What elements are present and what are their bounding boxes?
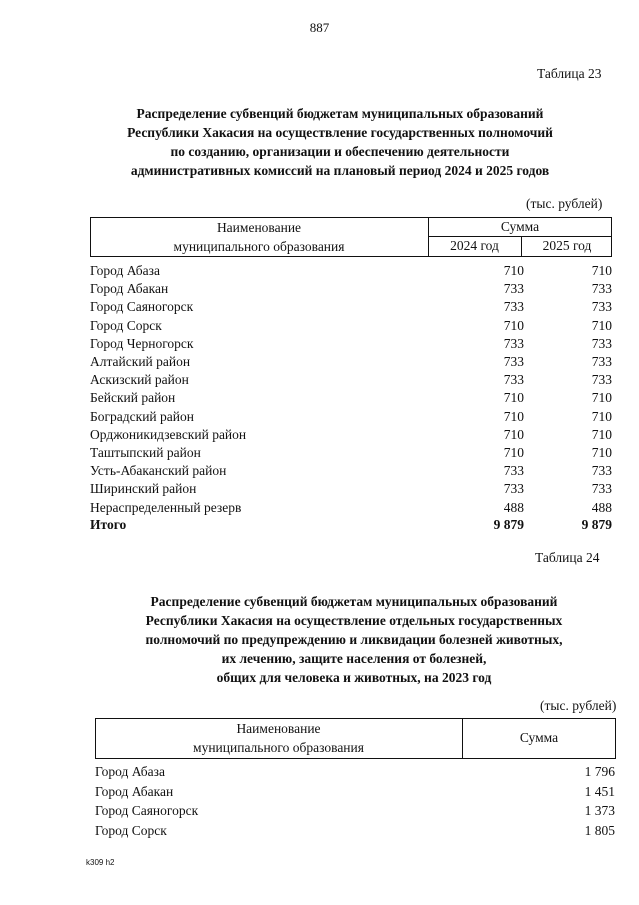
table-23-total-row (90, 516, 612, 534)
row-name: Нераспределенный резерв (90, 499, 242, 515)
table-24-title-line: Республики Хакасия на осуществление отдельных государственных (145, 613, 563, 628)
row-value: 1 373 (584, 803, 615, 818)
row-name: Город Абакан (95, 783, 174, 799)
row-name: Город Сорск (95, 822, 167, 838)
table-23-units: (тыс. рублей) (526, 196, 603, 211)
total-label: Итого (90, 517, 127, 532)
table-row (90, 353, 612, 371)
header-name-line1: Наименование (236, 721, 321, 736)
table-24-title-line: Распределение субвенций бюджетам муниципальных образований (150, 594, 558, 609)
table-row (95, 802, 616, 820)
table-24-title (74, 592, 634, 687)
row-name: Город Саяногорск (90, 299, 194, 315)
row-name: Аскизский район (90, 372, 189, 388)
table-24-title-line: общих для человека и животных, на 2023 год (216, 670, 492, 685)
row-2025: 710 (591, 445, 612, 460)
row-value: 1 796 (584, 764, 615, 779)
row-name: Город Саяногорск (95, 803, 199, 818)
row-value: 1 805 (584, 822, 615, 838)
row-2024: 710 (503, 263, 524, 278)
table-row (90, 371, 612, 389)
header-name-line2: муниципального образования (193, 740, 364, 755)
row-2024: 733 (503, 463, 524, 479)
header-sum: Сумма (500, 219, 540, 234)
row-2025: 733 (591, 463, 612, 479)
table-row (90, 335, 612, 353)
table-row (90, 317, 612, 335)
row-name: Боградский район (90, 408, 194, 424)
table-row (90, 280, 612, 298)
table-row (95, 783, 616, 801)
row-name: Город Абаза (90, 263, 160, 278)
row-2024: 733 (503, 299, 524, 315)
row-name: Таштыпский район (90, 445, 201, 460)
header-name-line1: Наименование (216, 220, 302, 235)
row-2025: 710 (591, 390, 612, 406)
row-value: 1 451 (584, 783, 615, 799)
row-2025: 710 (591, 317, 612, 333)
header-year-2024: 2024 год (450, 238, 499, 253)
row-2024: 733 (503, 372, 524, 388)
row-2024: 733 (503, 481, 524, 497)
row-name: Усть-Абаканский район (90, 463, 227, 479)
row-name: Город Сорск (90, 317, 162, 333)
table-24-units: (тыс. рублей) (540, 698, 617, 713)
row-2025: 710 (591, 408, 612, 424)
table-23-label: Таблица 23 (537, 66, 602, 81)
table-23-title-line: Распределение субвенций бюджетам муниципальных образований (136, 106, 544, 121)
table-23-title-line: административных комиссий на плановый период 2024 и 2025 годов (130, 163, 550, 178)
row-2024: 488 (503, 499, 524, 515)
table-row (90, 262, 612, 280)
page-number: 887 (309, 20, 330, 35)
table-23-title-line: Республики Хакасия на осуществление государственных полномочий (127, 125, 553, 140)
row-2024: 733 (503, 335, 524, 351)
row-name: Алтайский район (90, 354, 191, 369)
row-2024: 710 (503, 390, 524, 406)
table-row (90, 499, 612, 517)
row-2025: 733 (591, 354, 612, 369)
header-divider (428, 236, 612, 237)
table-row (90, 408, 612, 426)
table-row (95, 822, 616, 840)
table-23-title (60, 104, 620, 180)
row-name: Город Черногорск (90, 335, 194, 351)
table-24-title-line: полномочий по предупреждению и ликвидации болезней животных, (145, 632, 563, 647)
row-2024: 710 (503, 445, 524, 460)
row-2024: 710 (503, 426, 524, 442)
table-row (90, 462, 612, 480)
header-year-2025: 2025 год (542, 238, 592, 253)
row-2024: 710 (503, 408, 524, 424)
footer-code: k309 h2 (86, 858, 115, 867)
header-sum: Сумма (519, 730, 559, 745)
table-23-title-line: по созданию, организации и обеспечению деятельности (170, 144, 510, 159)
table-24-label: Таблица 24 (535, 550, 600, 565)
table-row (95, 763, 616, 781)
row-2024: 733 (503, 354, 524, 369)
row-2025: 710 (591, 263, 612, 278)
row-2024: 710 (503, 317, 524, 333)
row-2025: 710 (591, 426, 612, 442)
row-name: Орджоникидзевский район (90, 426, 247, 442)
row-name: Бейский район (90, 390, 176, 406)
row-2025: 733 (591, 372, 612, 388)
total-2025: 9 879 (581, 517, 612, 532)
table-row (90, 444, 612, 462)
row-2025: 733 (591, 335, 612, 351)
header-name-line2: муниципального образования (173, 239, 345, 254)
row-2025: 733 (591, 481, 612, 497)
table-row (90, 389, 612, 407)
row-2025: 733 (591, 281, 612, 297)
row-2025: 488 (591, 499, 612, 515)
row-2024: 733 (503, 281, 524, 297)
row-2025: 733 (591, 299, 612, 315)
row-name: Город Абакан (90, 281, 169, 297)
table-24-title-line: их лечению, защите населения от болезней, (221, 651, 487, 666)
table-row (90, 298, 612, 316)
row-name: Ширинский район (90, 481, 197, 497)
table-row (90, 426, 612, 444)
table-row (90, 480, 612, 498)
total-2024: 9 879 (493, 517, 524, 532)
row-name: Город Абаза (95, 764, 165, 779)
